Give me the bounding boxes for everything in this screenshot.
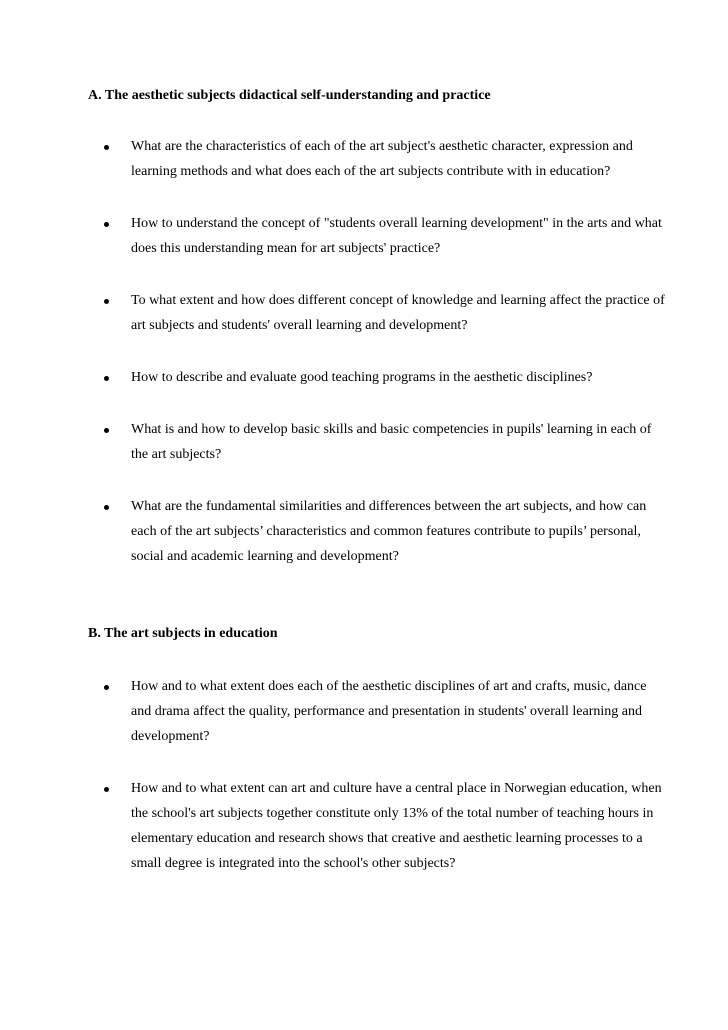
section-b-list: [0, 674, 728, 903]
list-item: [0, 776, 728, 876]
list-item-text: What are the characteristics of each of the art subject's aesthetic character, expression and learning methods and what does each of the art subjects contribute with in education?: [131, 139, 633, 179]
list-item: [0, 365, 728, 390]
list-item-text: How and to what extent does each of the aesthetic disciplines of art and crafts, music, dance and drama affect the quality, performance and presentation in students' overall learning and development?: [131, 679, 647, 744]
bullet-icon: [104, 376, 109, 381]
list-item-text: What is and how to develop basic skills and basic competencies in pupils' learning in each of the art subjects?: [131, 422, 652, 462]
list-item: [0, 134, 728, 184]
bullet-icon: [104, 428, 109, 433]
bullet-icon: [104, 787, 109, 792]
list-item: [0, 211, 728, 261]
bullet-icon: [104, 685, 109, 690]
list-item: [0, 674, 728, 749]
list-item-text: How and to what extent can art and culture have a central place in Norwegian education, when the school's art subjects together constitute only 13% of the total number of teaching hours in elementary education and research shows that creative and aesthetic learning processes to a small degree is integrated into the school's other subjects?: [131, 781, 662, 871]
list-item-text: How to understand the concept of "students overall learning development" in the arts and what does this understanding mean for art subjects' practice?: [131, 216, 662, 256]
list-item: [0, 494, 728, 569]
list-item-text: To what extent and how does different concept of knowledge and learning affect the practice of art subjects and students' overall learning and development?: [131, 293, 665, 333]
list-item-text: How to describe and evaluate good teaching programs in the aesthetic disciplines?: [131, 370, 593, 385]
bullet-icon: [104, 222, 109, 227]
section-b-heading: B. The art subjects in education: [88, 626, 278, 641]
list-item-text: What are the fundamental similarities and differences between the art subjects, and how can each of the art subjects’ characteristics and common features contribute to pupils’ personal, social and academic learning and development?: [131, 499, 647, 564]
section-a-list: [0, 134, 728, 596]
list-item: [0, 288, 728, 338]
bullet-icon: [104, 505, 109, 510]
section-a-heading: A. The aesthetic subjects didactical self-understanding and practice: [88, 88, 491, 103]
bullet-icon: [104, 299, 109, 304]
bullet-icon: [104, 145, 109, 150]
list-item: [0, 417, 728, 467]
